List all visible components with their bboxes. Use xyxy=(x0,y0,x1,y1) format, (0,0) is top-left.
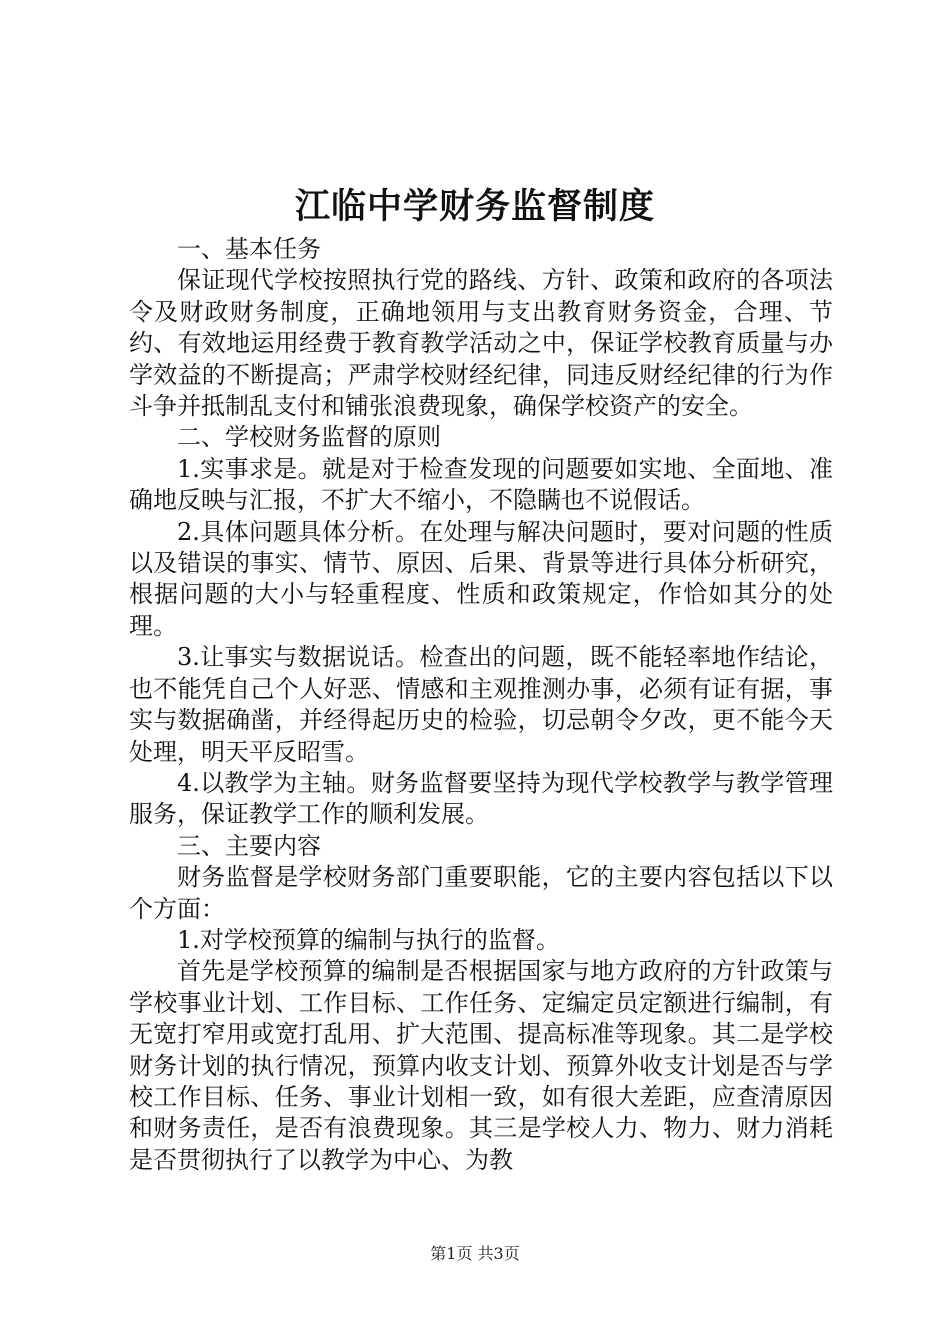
content-item-1: 1.对学校预算的编制与执行的监督。 xyxy=(177,925,560,954)
paragraph-main-content-intro: 财务监督是学校财务部门重要职能，它的主要内容包括以下以个方面： xyxy=(129,863,833,923)
section-heading-basic-tasks: 一、基本任务 xyxy=(177,235,321,263)
principle-1: 1.实事求是。就是对于检查发现的问题要如实地、全面地、准确地反映与汇报，不扩大不缩小，不隐瞒也不说假话。 xyxy=(129,454,833,515)
principle-4: 4.以教学为主轴。财务监督要坚持为现代学校教学与教学管理服务，保证教学工作的顺利发展。 xyxy=(129,768,833,829)
page-footer: 第1页 共3页 xyxy=(430,1244,520,1263)
principle-2: 2.具体问题具体分析。在处理与解决问题时，要对问题的性质以及错误的事实、情节、原因、后果、背景等进行具体分析研究，根据问题的大小与轻重程度、性质和政策规定，作恰如其分的处理。 xyxy=(129,517,833,640)
paragraph-basic-tasks: 保证现代学校按照执行党的路线、方针、政策和政府的各项法令及财政财务制度，正确地领用与支出教育财务资金，合理、节约、有效地运用经费于教育教学活动之中，保证学校教育质量与办学效益的不断提高；严肃学校财经纪律，同违反财经纪律的行为作斗争并抵制乱支付和铺张浪费现象，确保学校资产的安全。 xyxy=(129,266,833,421)
document-title: 江临中学财务监督制度 xyxy=(294,186,655,227)
document-body xyxy=(129,234,833,1176)
section-heading-principles: 二、学校财务监督的原则 xyxy=(177,423,441,452)
principle-3: 3.让事实与数据说话。检查出的问题，既不能轻率地作结论，也不能凭自己个人好恶、情感和主观推测办事，必须有证有据，事实与数据确凿，并经得起历史的检验，切忌朝令夕改，更不能今天处理，明天平反昭雪。 xyxy=(129,643,833,766)
paragraph-budget-supervision: 首先是学校预算的编制是否根据国家与地方政府的方针政策与学校事业计划、工作目标、工作任务、定编定员定额进行编制，有无宽打窄用或宽打乱用、扩大范围、提高标准等现象。其二是学校财务计划的执行情况，预算内收支计划、预算外收支计划是否与学校工作目标、任务、事业计划相一致，如有很大差距，应查清原因和财务责任，是否有浪费现象。其三是学校人力、物力、财力消耗是否贯彻执行了以教学为中心、为教 xyxy=(129,957,833,1174)
section-heading-main-content: 三、主要内容 xyxy=(177,831,321,860)
